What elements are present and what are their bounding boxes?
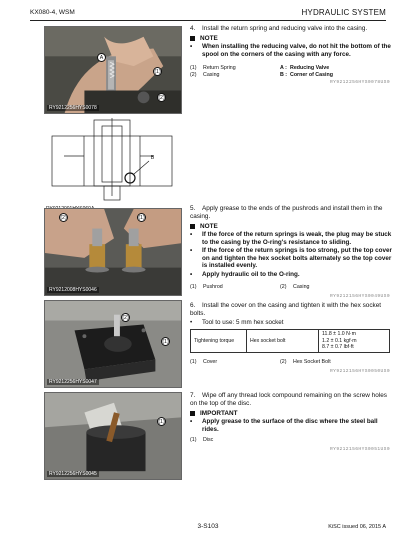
section-title: HYDRAULIC SYSTEM	[301, 8, 386, 17]
page-number: 3-S103	[197, 523, 219, 530]
legend-step-4	[190, 65, 395, 78]
note-bullet: • When installing the reducing valve, do not hit the bottom of the spool on the corners of the casing with any force.	[190, 43, 391, 58]
important-label: IMPORTANT	[200, 410, 238, 417]
step-number: 5.	[190, 205, 196, 212]
legend-row: (2) Casing B : Corner of Casing	[190, 71, 333, 78]
legend-step-6	[190, 359, 395, 366]
note-label: NOTE	[200, 35, 218, 42]
step-6	[190, 302, 390, 318]
note-square-icon	[190, 36, 195, 41]
note-bullet: • If the force of the return springs is too strong, put the top cover on and tighten the hex socket bolts alternately so the top cover is installed evenly.	[190, 247, 392, 270]
callout-1: (1)	[138, 215, 145, 221]
step-4	[190, 25, 390, 33]
torque-values: 11.8 ± 1.0 N·m 1.2 ± 0.1 kgf·m 8.7 ± 0.7 lbf·ft	[319, 330, 390, 353]
bullet-text: If the force of the return springs is weak, the plug may be stuck to the casing by the O-ring's resistance to sliding.	[202, 231, 392, 246]
bullet-text: When installing the reducing valve, do not hit the bottom of the spool on the corners of the casing with any force.	[202, 43, 391, 58]
photo-caption: RY9212008HYS0046	[49, 287, 97, 293]
step-text: Install the return spring and reducing valve into the casing.	[202, 25, 368, 32]
photo-cover-install	[44, 300, 182, 388]
step-number: 6.	[190, 302, 196, 309]
bullet-text: Apply hydraulic oil to the O-ring.	[202, 271, 300, 278]
important-square-icon	[190, 411, 195, 416]
legend-step-5	[190, 284, 395, 291]
note-label: NOTE	[200, 223, 218, 230]
callout-b: B	[150, 155, 155, 161]
bullet-text: Tool to use: 5 mm hex socket	[202, 319, 284, 326]
torque-table	[190, 329, 390, 353]
legend-row: (1) Return Spring A : Reducing Valve	[190, 65, 330, 71]
note-heading	[190, 35, 218, 42]
ref-code: RY9212156HYS0051US0	[330, 447, 390, 452]
note-heading	[190, 223, 218, 230]
photo-return-spring-install	[44, 26, 182, 114]
step-number: 4.	[190, 25, 196, 32]
bullet-text: Apply grease to the surface of the disc where the steel ball rides.	[202, 418, 378, 433]
photo-pushrod-install	[44, 208, 182, 296]
callout-a: A	[97, 53, 106, 62]
callout-1: (1)	[154, 69, 161, 75]
important-heading	[190, 410, 238, 417]
ref-code: RY9212156HYS0049US0	[330, 294, 390, 299]
step-text: Install the cover on the casing and tighten it with the hex socket bolts.	[190, 302, 382, 317]
torque-item: Hex socket bolt	[247, 330, 319, 353]
photo-disc-cleaning	[44, 392, 182, 480]
photo-caption: RY9212256HYS0078	[49, 105, 97, 111]
callout-1: (1)	[158, 419, 165, 425]
step-5	[190, 205, 390, 221]
torque-label: Tightening torque	[191, 330, 247, 353]
callout-1: (1)	[162, 339, 169, 345]
step-text: Wipe off any thread lock compound remaining on the screw holes on the top of the disc.	[190, 392, 387, 407]
header-rule	[30, 20, 386, 21]
bullet-text: If the force of the return springs is too strong, put the top cover on and tighten the hex socket bolts alternately so the top cover is installed evenly.	[202, 247, 392, 270]
legend-row: (1) Pushrod (2) Casing	[190, 284, 310, 290]
manual-code: KX080-4, WSM	[30, 9, 75, 16]
photo-caption: RY9212256HYS0045	[49, 471, 97, 477]
note-bullet: • If the force of the return springs is weak, the plug may be stuck to the casing by the O-ring's resistance to sliding.	[190, 231, 392, 246]
step-number: 7.	[190, 392, 196, 399]
legend-row: (1) Disc	[190, 437, 214, 443]
photo-caption: RY9212256HYS0047	[49, 379, 97, 385]
legend-step-7	[190, 437, 395, 444]
callout-2: (2)	[158, 95, 165, 101]
tool-bullet: • Tool to use: 5 mm hex socket	[190, 319, 392, 327]
callout-2: (2)	[122, 315, 129, 321]
note-bullet: • Apply hydraulic oil to the O-ring.	[190, 271, 392, 279]
legend-row: (1) Cover (2) Hex Socket Bolt	[190, 359, 331, 365]
ref-code: RY9212156HYS0050US0	[330, 369, 390, 374]
step-7	[190, 392, 390, 408]
callout-2: (2)	[60, 215, 67, 221]
ref-code: RY9212256HYS0078US0	[330, 80, 390, 85]
diagram-casing-corner	[44, 116, 182, 204]
note-square-icon	[190, 224, 195, 229]
issue-info: KiSC issued 06, 2015 A	[328, 524, 386, 530]
important-bullet: • Apply grease to the surface of the disc where the steel ball rides.	[190, 418, 392, 433]
step-text: Apply grease to the ends of the pushrods and install them in the casing.	[190, 205, 383, 220]
